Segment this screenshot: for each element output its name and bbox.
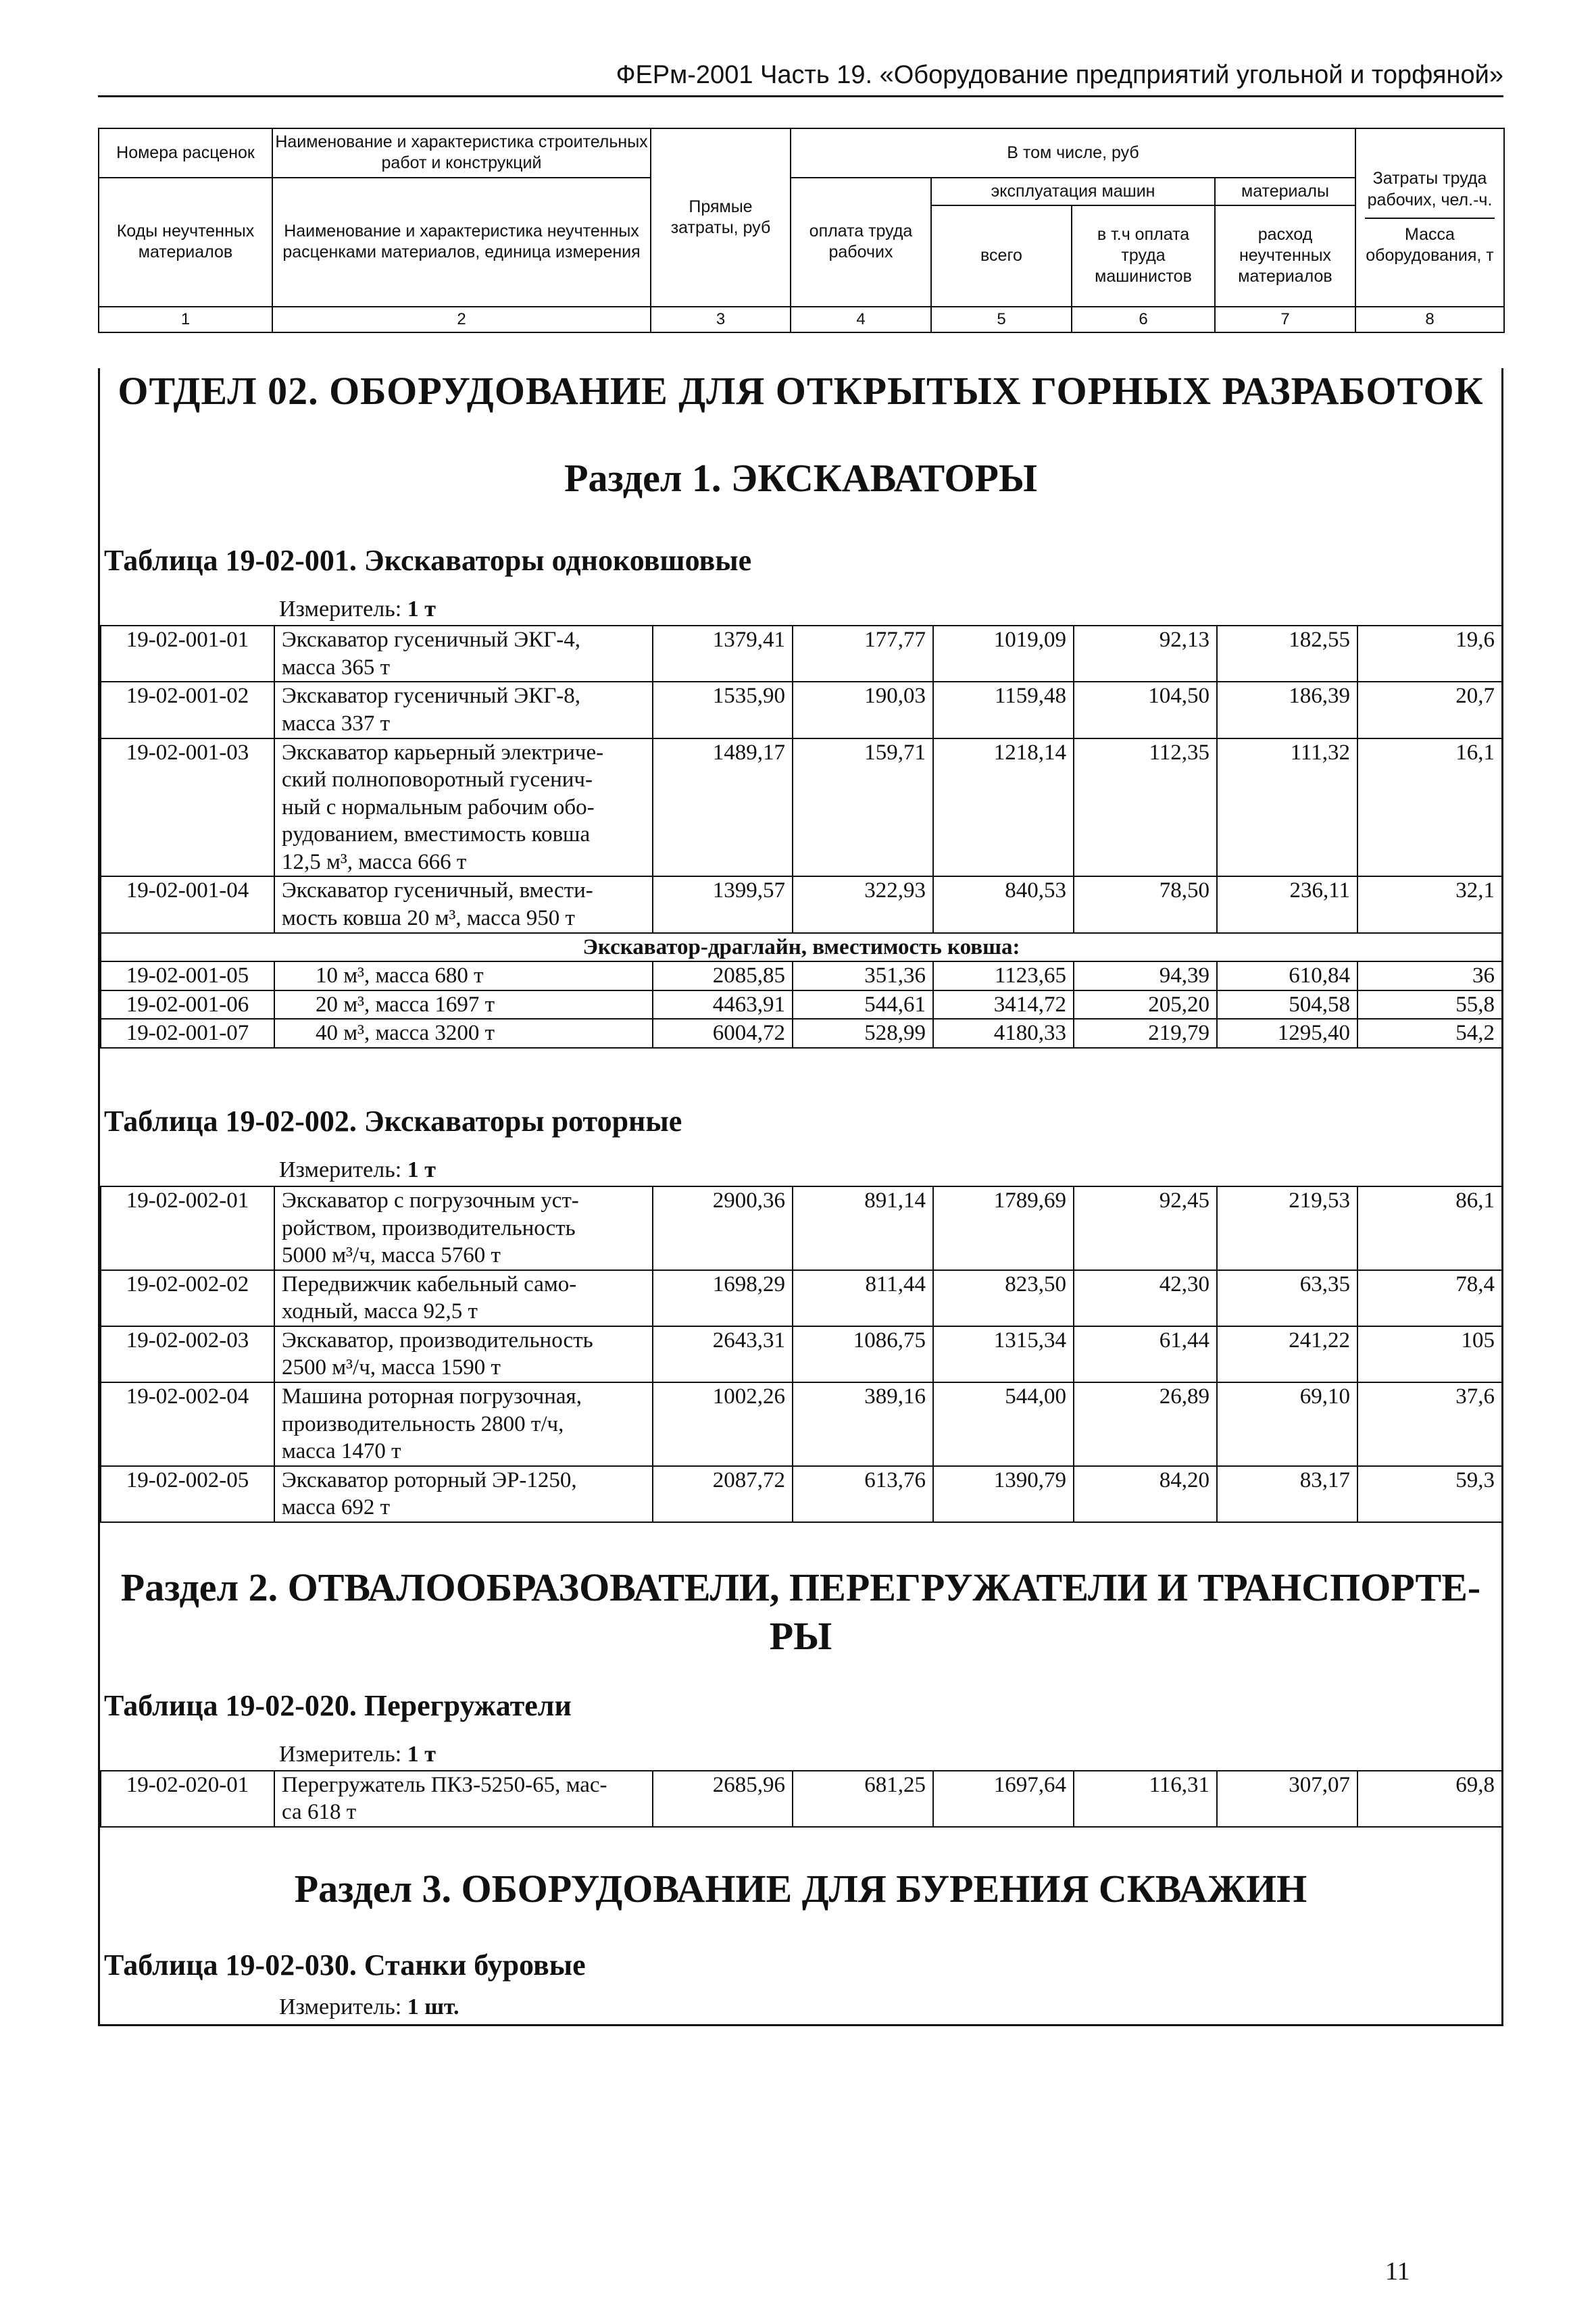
value-col-5: 1159,48 xyxy=(933,682,1074,738)
table-row xyxy=(101,1186,1502,1270)
header-name-top: Наименование и характеристика строительных работ и конструкций xyxy=(272,128,651,178)
table-1 xyxy=(100,625,1503,1049)
work-name xyxy=(274,738,653,877)
value-col-4: 389,16 xyxy=(793,1382,933,1466)
table-3-title: Таблица 19-02-020. Перегружатели xyxy=(104,1688,572,1722)
value-col-4: 159,71 xyxy=(793,738,933,877)
value-col-8: 69,8 xyxy=(1357,1771,1502,1827)
header-mass: Масса оборудования, т xyxy=(1365,218,1495,267)
value-col-4: 322,93 xyxy=(793,876,933,932)
header-num-4: 4 xyxy=(791,307,931,332)
page-number: 11 xyxy=(1385,2257,1410,2286)
value-col-8: 20,7 xyxy=(1357,682,1502,738)
rate-code: 19-02-001-01 xyxy=(101,626,274,682)
section-3-title: Раздел 3. ОБОРУДОВАНИЕ ДЛЯ БУРЕНИЯ СКВАЖИН xyxy=(294,1867,1307,1911)
table-row xyxy=(101,990,1502,1020)
value-col-3: 2685,96 xyxy=(653,1771,793,1827)
value-col-8: 16,1 xyxy=(1357,738,1502,877)
table-3-unit: Измеритель: 1 т xyxy=(279,1741,436,1767)
value-col-7: 63,35 xyxy=(1217,1270,1357,1326)
value-col-8: 19,6 xyxy=(1357,626,1502,682)
value-col-4: 351,36 xyxy=(793,961,933,990)
value-col-4: 544,61 xyxy=(793,990,933,1020)
value-col-7: 182,55 xyxy=(1217,626,1357,682)
value-col-8: 78,4 xyxy=(1357,1270,1502,1326)
work-name-line: масса 692 т xyxy=(282,1495,391,1520)
value-col-6: 61,44 xyxy=(1074,1326,1217,1382)
value-col-3: 1698,29 xyxy=(653,1270,793,1326)
rate-code: 19-02-002-01 xyxy=(101,1186,274,1270)
value-col-8: 55,8 xyxy=(1357,990,1502,1020)
header-num-3: 3 xyxy=(651,307,791,332)
table-1-body-b xyxy=(101,961,1502,1048)
value-col-5: 1390,79 xyxy=(933,1466,1074,1522)
table-4-title: Таблица 19-02-030. Станки буровые xyxy=(104,1948,586,1982)
rate-code: 19-02-020-01 xyxy=(101,1771,274,1827)
value-col-3: 1379,41 xyxy=(653,626,793,682)
work-name: 20 м³, масса 1697 т xyxy=(274,990,653,1020)
header-machines-total: всего xyxy=(931,205,1072,307)
table-1-body-a xyxy=(101,626,1502,932)
work-name-line: ный с нормальным рабочим обо- xyxy=(282,795,595,820)
value-col-6: 219,79 xyxy=(1074,1019,1217,1048)
column-header-table xyxy=(98,128,1505,333)
value-col-5: 544,00 xyxy=(933,1382,1074,1466)
value-col-8: 36 xyxy=(1357,961,1502,990)
header-name-bottom: Наименование и характеристика неучтенных расценками материалов, единица измерения xyxy=(272,178,651,307)
work-name xyxy=(274,1270,653,1326)
value-col-8: 86,1 xyxy=(1357,1186,1502,1270)
value-col-3: 2085,85 xyxy=(653,961,793,990)
work-name-line: 5000 м³/ч, масса 5760 т xyxy=(282,1243,501,1268)
table-row xyxy=(101,1382,1502,1466)
work-name xyxy=(274,626,653,682)
header-machines: эксплуатация машин xyxy=(931,178,1215,205)
running-head: ФЕРм-2001 Часть 19. «Оборудование предприятий угольной и торфяной» xyxy=(98,61,1503,97)
value-col-8: 54,2 xyxy=(1357,1019,1502,1048)
header-num-7: 7 xyxy=(1215,307,1355,332)
header-num-1: 1 xyxy=(99,307,272,332)
table-2-body xyxy=(101,1186,1502,1522)
table-1-unit: Измеритель: 1 т xyxy=(279,597,436,622)
section-2-title: Раздел 2. ОТВАЛООБРАЗОВАТЕЛИ, ПЕРЕГРУЖАТЕЛИ И ТРАНСПОРТЕ- РЫ xyxy=(120,1565,1481,1659)
value-col-4: 528,99 xyxy=(793,1019,933,1048)
value-col-6: 116,31 xyxy=(1074,1771,1217,1827)
work-name-line: Передвижчик кабельный само- xyxy=(282,1272,577,1297)
value-col-3: 2643,31 xyxy=(653,1326,793,1382)
value-col-4: 681,25 xyxy=(793,1771,933,1827)
dragline-subheader: Экскаватор-драглайн, вместимость ковша: xyxy=(101,933,1502,962)
value-col-7: 186,39 xyxy=(1217,682,1357,738)
value-col-5: 1315,34 xyxy=(933,1326,1074,1382)
header-num-5: 5 xyxy=(931,307,1072,332)
value-col-7: 236,11 xyxy=(1217,876,1357,932)
header-labor: Затраты труда рабочих, чел.-ч. xyxy=(1367,169,1493,209)
department-title: ОТДЕЛ 02. ОБОРУДОВАНИЕ ДЛЯ ОТКРЫТЫХ ГОРНЫХ РАЗРАБОТОК xyxy=(118,368,1484,413)
value-col-3: 1399,57 xyxy=(653,876,793,932)
value-col-6: 92,13 xyxy=(1074,626,1217,682)
value-col-6: 42,30 xyxy=(1074,1270,1217,1326)
value-col-3: 1489,17 xyxy=(653,738,793,877)
value-col-7: 83,17 xyxy=(1217,1466,1357,1522)
work-name-line: масса 1470 т xyxy=(282,1439,401,1464)
work-name-line: Экскаватор гусеничный, вмести- xyxy=(282,878,593,903)
table-1-title: Таблица 19-02-001. Экскаваторы одноковшовые xyxy=(104,544,752,578)
work-name-line: Экскаватор гусеничный ЭКГ-4, xyxy=(282,628,581,653)
value-col-6: 104,50 xyxy=(1074,682,1217,738)
value-col-7: 111,32 xyxy=(1217,738,1357,877)
header-num-2: 2 xyxy=(272,307,651,332)
work-name-line: 12,5 м³, масса 666 т xyxy=(282,849,467,874)
work-name-line: масса 365 т xyxy=(282,655,391,680)
header-wages: оплата труда рабочих xyxy=(791,178,931,307)
work-name: 40 м³, масса 3200 т xyxy=(274,1019,653,1048)
rate-code: 19-02-001-02 xyxy=(101,682,274,738)
work-name-line: Машина роторная погрузочная, xyxy=(282,1384,582,1409)
table-4-unit: Измеритель: 1 шт. xyxy=(279,1994,459,2019)
value-col-3: 1002,26 xyxy=(653,1382,793,1466)
value-col-8: 105 xyxy=(1357,1326,1502,1382)
value-col-4: 190,03 xyxy=(793,682,933,738)
value-col-6: 26,89 xyxy=(1074,1382,1217,1466)
table-row xyxy=(101,682,1502,738)
header-materials: материалы xyxy=(1215,178,1355,205)
value-col-5: 3414,72 xyxy=(933,990,1074,1020)
work-name-line: производительность 2800 т/ч, xyxy=(282,1411,564,1436)
value-col-5: 1789,69 xyxy=(933,1186,1074,1270)
value-col-4: 177,77 xyxy=(793,626,933,682)
table-row xyxy=(101,1326,1502,1382)
table-row xyxy=(101,1270,1502,1326)
value-col-6: 84,20 xyxy=(1074,1466,1217,1522)
work-name-line: Экскаватор, производительность xyxy=(282,1328,593,1353)
work-name-line: Экскаватор с погрузочным уст- xyxy=(282,1188,579,1213)
value-col-5: 823,50 xyxy=(933,1270,1074,1326)
work-name xyxy=(274,1382,653,1466)
work-name-line: 2500 м³/ч, масса 1590 т xyxy=(282,1355,501,1380)
work-name-line: Экскаватор роторный ЭР-1250, xyxy=(282,1467,577,1492)
table-row xyxy=(101,876,1502,932)
header-machines-wages: в т.ч оплата труда машинистов xyxy=(1072,205,1215,307)
value-col-3: 1535,90 xyxy=(653,682,793,738)
rate-code: 19-02-001-05 xyxy=(101,961,274,990)
value-col-8: 59,3 xyxy=(1357,1466,1502,1522)
value-col-6: 92,45 xyxy=(1074,1186,1217,1270)
rate-code: 19-02-002-05 xyxy=(101,1466,274,1522)
rate-code: 19-02-002-02 xyxy=(101,1270,274,1326)
value-col-3: 6004,72 xyxy=(653,1019,793,1048)
work-name xyxy=(274,876,653,932)
work-name-line: мость ковша 20 м³, масса 950 т xyxy=(282,906,575,931)
table-3-body xyxy=(101,1771,1502,1827)
work-name-line: ходный, масса 92,5 т xyxy=(282,1299,478,1324)
work-name-line: рудованием, вместимость ковша xyxy=(282,822,591,847)
rate-code: 19-02-001-07 xyxy=(101,1019,274,1048)
value-col-4: 1086,75 xyxy=(793,1326,933,1382)
work-name-line: ский полноповоротный гусенич- xyxy=(282,768,593,793)
table-row xyxy=(101,1466,1502,1522)
value-col-5: 1123,65 xyxy=(933,961,1074,990)
value-col-3: 4463,91 xyxy=(653,990,793,1020)
work-name xyxy=(274,1771,653,1827)
value-col-5: 840,53 xyxy=(933,876,1074,932)
work-name-line: Экскаватор карьерный электриче- xyxy=(282,740,604,765)
value-col-8: 37,6 xyxy=(1357,1382,1502,1466)
header-materials-unaccounted: расход неучтенных материалов xyxy=(1215,205,1355,307)
rate-code: 19-02-001-03 xyxy=(101,738,274,877)
value-col-3: 2087,72 xyxy=(653,1466,793,1522)
content-frame xyxy=(98,368,1503,2026)
rate-code: 19-02-002-03 xyxy=(101,1326,274,1382)
header-including-group: В том числе, руб xyxy=(791,128,1355,178)
value-col-6: 94,39 xyxy=(1074,961,1217,990)
work-name xyxy=(274,1186,653,1270)
work-name-line: масса 337 т xyxy=(282,711,391,736)
work-name-line: са 618 т xyxy=(282,1800,357,1825)
work-name xyxy=(274,682,653,738)
value-col-5: 1019,09 xyxy=(933,626,1074,682)
value-col-7: 69,10 xyxy=(1217,1382,1357,1466)
work-name xyxy=(274,1466,653,1522)
work-name xyxy=(274,1326,653,1382)
value-col-7: 610,84 xyxy=(1217,961,1357,990)
value-col-6: 112,35 xyxy=(1074,738,1217,877)
table-row xyxy=(101,961,1502,990)
value-col-8: 32,1 xyxy=(1357,876,1502,932)
header-direct-costs: Прямые затраты, руб xyxy=(651,128,791,307)
value-col-3: 2900,36 xyxy=(653,1186,793,1270)
value-col-4: 811,44 xyxy=(793,1270,933,1326)
table-row xyxy=(101,738,1502,877)
value-col-7: 504,58 xyxy=(1217,990,1357,1020)
value-col-7: 219,53 xyxy=(1217,1186,1357,1270)
header-num-6: 6 xyxy=(1072,307,1215,332)
value-col-7: 307,07 xyxy=(1217,1771,1357,1827)
work-name-line: Перегружатель ПКЗ-5250-65, мас- xyxy=(282,1772,607,1797)
value-col-4: 613,76 xyxy=(793,1466,933,1522)
header-codes-bottom: Коды неучтенных материалов xyxy=(99,178,272,307)
value-col-4: 891,14 xyxy=(793,1186,933,1270)
value-col-7: 241,22 xyxy=(1217,1326,1357,1382)
section-1-title: Раздел 1. ЭКСКАВАТОРЫ xyxy=(564,455,1037,500)
header-num-8: 8 xyxy=(1355,307,1504,332)
value-col-7: 1295,40 xyxy=(1217,1019,1357,1048)
rate-code: 19-02-002-04 xyxy=(101,1382,274,1466)
table-3 xyxy=(100,1770,1503,1828)
value-col-5: 4180,33 xyxy=(933,1019,1074,1048)
rate-code: 19-02-001-06 xyxy=(101,990,274,1020)
header-labor-mass xyxy=(1355,128,1504,307)
work-name-line: ройством, производительность xyxy=(282,1215,576,1240)
work-name: 10 м³, масса 680 т xyxy=(274,961,653,990)
value-col-6: 78,50 xyxy=(1074,876,1217,932)
value-col-6: 205,20 xyxy=(1074,990,1217,1020)
header-codes-top: Номера расценок xyxy=(99,128,272,178)
table-row xyxy=(101,1019,1502,1048)
table-row xyxy=(101,1771,1502,1827)
rate-code: 19-02-001-04 xyxy=(101,876,274,932)
document-page xyxy=(98,61,1503,2026)
value-col-5: 1697,64 xyxy=(933,1771,1074,1827)
table-row xyxy=(101,626,1502,682)
table-2-unit: Измеритель: 1 т xyxy=(279,1157,436,1182)
table-2 xyxy=(100,1186,1503,1523)
work-name-line: Экскаватор гусеничный ЭКГ-8, xyxy=(282,684,581,709)
table-2-title: Таблица 19-02-002. Экскаваторы роторные xyxy=(104,1104,682,1138)
value-col-5: 1218,14 xyxy=(933,738,1074,877)
